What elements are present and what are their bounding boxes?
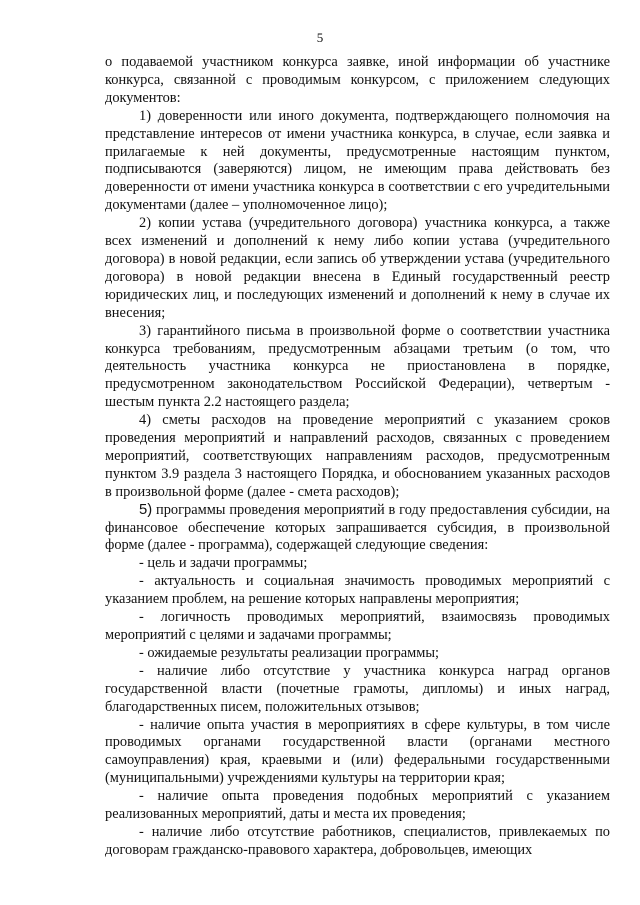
- bullet-participation-experience: - наличие опыта участия в мероприятиях в сфере культуры, в том числе проводимых органами государственной власти (органами местного самоуправления) края, краевыми и (или) федеральными государственными (муниципальными) учреждениями культуры на территории края;: [105, 716, 610, 787]
- page-number: 5: [316, 30, 324, 45]
- list-item-guarantee-letter: 3) гарантийного письма в произвольной форме о соответствии участника конкурса требованиям, предусмотренным абзацами третьим (о том, что деятельность участника конкурса не приостановлена в порядке, предусмотренном законодательством Российской Федерации), четвертым - шестым пункта 2.2 настоящего раздела;: [105, 322, 610, 411]
- paragraph-continuation: о подаваемой участником конкурса заявке, иной информации об участнике конкурса, связанной с проводимым конкурсом, с приложением следующих документов:: [105, 54, 610, 106]
- list-item-event-program: [105, 502, 610, 556]
- bullet-staff: - наличие либо отсутствие работников, специалистов, привлекаемых по договорам гражданско-правового характера, добровольцев, имеющих: [105, 823, 610, 858]
- bullet-organizing-experience: - наличие опыта проведения подобных мероприятий с указанием реализованных мероприятий, даты и места их проведения;: [105, 788, 610, 823]
- list-item-number: 5): [139, 501, 153, 518]
- list-item-power-of-attorney: 1) доверенности или иного документа, подтверждающего полномочия на представление интересов от имени участника конкурса, в случае, если заявка и прилагаемые к ней документы, предусмотренные настоящим пунктом, подписываются (заверяются) лицом, не имеющим права действовать без доверенности от имени участника конкурса в соответствии с его учредительными документами (далее – уполномоченное лицо);: [105, 107, 610, 214]
- list-item-expense-estimate: 4) сметы расходов на проведение мероприятий с указанием сроков проведения мероприятий и направлений расходов, связанных с проведением мероприятий, соответствующих направлениям расходов, предусмотренным пунктом 3.9 раздела 3 настоящего Порядка, и обоснованием указанных расходов в произвольной форме (далее - смета расходов);: [105, 412, 610, 500]
- bullet-relevance: - актуальность и социальная значимость проводимых мероприятий с указанием проблем, на решение которых направлены мероприятия;: [105, 573, 610, 608]
- bullet-logic: - логичность проводимых мероприятий, взаимосвязь проводимых мероприятий с целями и задачами программы;: [105, 609, 610, 643]
- bullet-expected-results: - ожидаемые результаты реализации программы;: [139, 644, 440, 661]
- list-item-text: программы проведения мероприятий в году предоставления субсидии, на финансовое обеспечение которых запрашивается субсидия, в произвольной форме (далее - программа), содержащей следующие сведения:: [105, 501, 610, 554]
- bullet-awards: - наличие либо отсутствие у участника конкурса наград органов государственной власти (почетные грамоты, дипломы) и иных наград, благодарственных писем, положительных отзывов;: [105, 662, 610, 715]
- bullet-goals: - цель и задачи программы;: [139, 555, 308, 572]
- list-item-charter-copy: 2) копии устава (учредительного договора) участника конкурса, а также всех изменений и дополнений к нему либо копии устава (учредительного договора) в новой редакции, если запись об утверждении устава (учредительного договора) в новой редакции внесена в Единый государственный реестр юридических лиц, и последующих изменений и дополнений к нему в случае их внесения;: [105, 215, 610, 321]
- document-body: [105, 54, 610, 860]
